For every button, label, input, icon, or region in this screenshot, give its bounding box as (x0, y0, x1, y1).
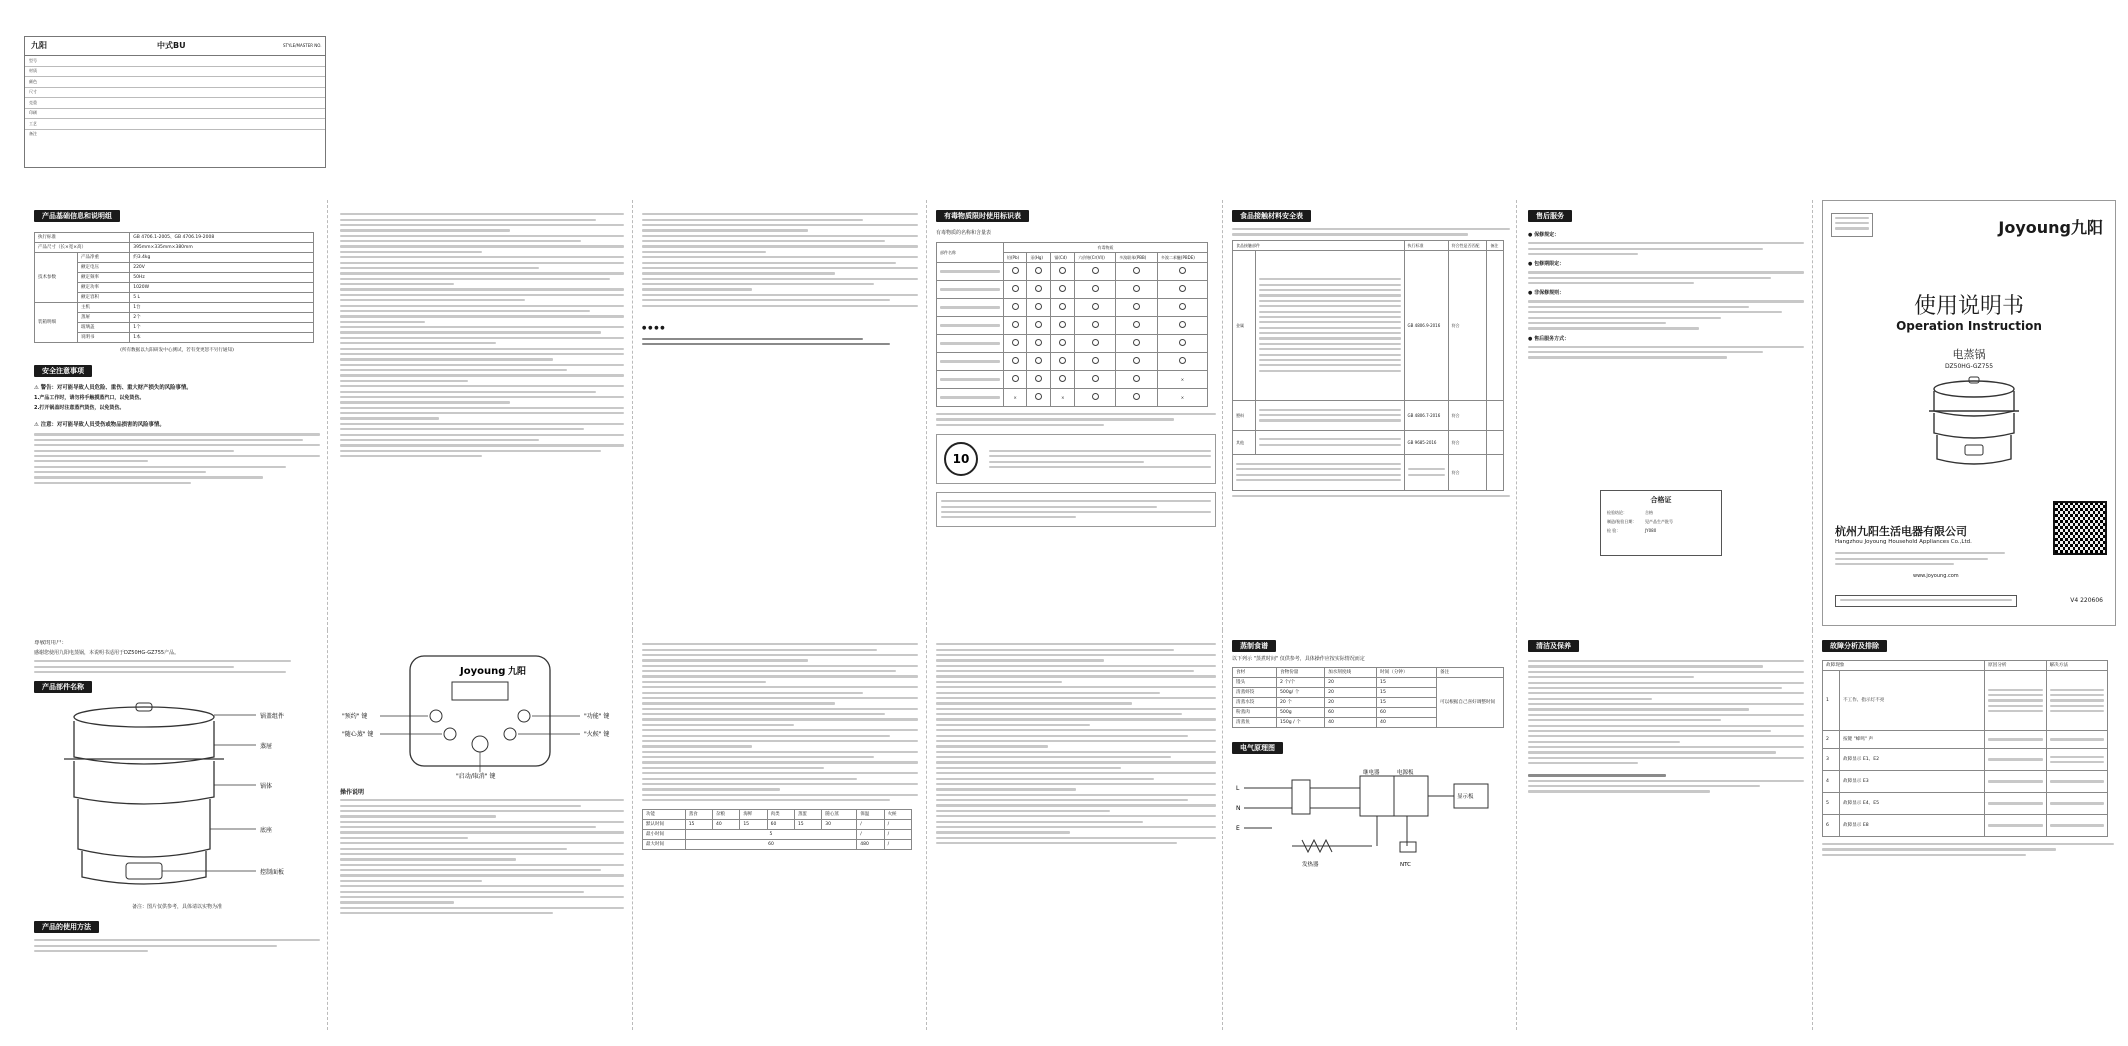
table-cell: / (884, 840, 911, 850)
fold-line (1812, 630, 1813, 1030)
panel-cleaning (1528, 640, 1804, 1040)
caution-text: 注意：对可能导致人员受伤或物品损害的风险事情。 (40, 422, 165, 429)
table-head: 随心蒸 (822, 810, 857, 820)
cover-page (1822, 200, 2116, 626)
table-cell: 15 (794, 820, 821, 830)
certificate-title: 合格证 (1650, 496, 1672, 504)
circuit-label: 发热器 (1302, 862, 1319, 868)
eco-label-box (936, 434, 1216, 484)
table-cell: 60 (685, 840, 857, 850)
table-cell: 默认时间 (643, 820, 686, 830)
fold-line (327, 200, 328, 630)
panel-timing-circuit (936, 640, 1216, 1040)
table-cell: 500g/ 个 (1277, 688, 1325, 698)
panel-food-contact (1232, 210, 1510, 620)
spec-key: 玻璃盖 (78, 323, 130, 333)
material-group: 其他 (1233, 430, 1256, 454)
table-cell: 60 (1325, 708, 1377, 718)
warning-item: 1.产品工作时，请勿将手触摸蒸汽口，以免烫伤。 (34, 395, 145, 402)
table-head: 有毒物质 (1004, 243, 1208, 253)
table-cell: 15 (1377, 688, 1437, 698)
greeting: 尊敬的用户： (34, 640, 68, 646)
recipe-subtitle: 以下列示 "蒸煮时间" 仅供参考，具体操作应按实际情况而定 (1232, 656, 1365, 662)
table-head: 杂粮 (713, 810, 740, 820)
spec-row-label: 尺寸 (29, 89, 37, 95)
table-head: 食品接触部件 (1233, 240, 1405, 250)
table-cell: 清蒸虾饺 (1233, 688, 1277, 698)
subsection-heading: 操作说明 (340, 789, 365, 796)
table-head: 肉类 (767, 810, 794, 820)
table-cell: 最大时间 (643, 840, 686, 850)
circuit-label: 电源板 (1397, 770, 1414, 776)
table-cell: 500g (1277, 708, 1325, 718)
table-head: 时间（分钟） (1377, 668, 1437, 678)
spec-key: 说明书 (78, 333, 130, 343)
circuit-diagram (1232, 760, 1504, 880)
fold-line (1516, 200, 1517, 630)
spec-key: 产品净重 (78, 253, 130, 263)
spec-key: 蒸屉 (78, 313, 130, 323)
section-title: 安全注意事项 (34, 365, 92, 377)
table-head: 执行标准 (1404, 240, 1448, 250)
panel-safety-continued (340, 210, 624, 620)
cover-tag (1831, 213, 1873, 237)
spec-key: 额定容积 (78, 293, 130, 303)
cover-footer-note (1835, 595, 2017, 607)
table-cell: 5 (685, 830, 857, 840)
key-label: "启动/取消" 键 (456, 773, 496, 780)
spec-value: 50Hz (130, 273, 314, 283)
spec-key: 主机 (78, 303, 130, 313)
notice-box (936, 492, 1216, 527)
company-web: www.joyoung.com (1913, 573, 1959, 579)
section-title: 产品的使用方法 (34, 921, 99, 933)
certificate-value: JY080 (1645, 528, 1657, 533)
table-cell: 20 (1325, 678, 1377, 688)
fold-line (1516, 630, 1517, 1030)
certificate-value: 见产品生产批号 (1645, 519, 1673, 524)
material-group: 金属 (1233, 250, 1256, 400)
table-head: 食物份量 (1277, 668, 1325, 678)
table-cell: 15 (1377, 698, 1437, 708)
spec-row-label: 克重 (29, 99, 37, 105)
key-label: "火候" 键 (584, 731, 610, 738)
spec-value: 约3.4kg (130, 253, 314, 263)
caution-body (34, 433, 320, 484)
table-cell: 15 (1377, 678, 1437, 688)
table-head: 故障现象 (1823, 661, 1985, 671)
spec-row-label: 材质 (29, 68, 37, 74)
company-name-en: Hangzhou Joyoung Household Appliances Co.,Ltd. (1835, 539, 1972, 545)
table-cell: 清蒸水饺 (1233, 698, 1277, 708)
table-head: 火候 (884, 810, 911, 820)
table-cell: 可以根据自己喜好调整时间 (1437, 678, 1504, 728)
parts-diagram (34, 699, 314, 899)
spec-row-label: 备注 (29, 131, 37, 137)
table-head: 食材 (1233, 668, 1277, 678)
spec-key: 额定功率 (78, 283, 130, 293)
table-head: 备注 (1487, 240, 1504, 250)
table-cell: 5 (1823, 793, 1840, 815)
table-cell: 故障显示 E4、E5 (1840, 793, 1985, 815)
brand-logo (1998, 215, 2103, 238)
section-title: 食品接触材料安全表 (1232, 210, 1311, 222)
circuit-label: NTC (1400, 862, 1411, 868)
table-head: 蒸蛋 (794, 810, 821, 820)
material-group: 塑料 (1233, 400, 1256, 430)
steamer-illustration (1919, 373, 2029, 473)
key-label: "预约" 键 (342, 713, 368, 720)
recycle-10-icon (941, 439, 981, 479)
spec-row-label: 型号 (29, 57, 37, 63)
brand-logo-cn: 九阳 (2070, 218, 2103, 237)
toxic-table: 部件名称 有毒物质 铅(Pb) 汞(Hg) 镉(Cd) 六价铬(Cr(VI)) 多溴联苯(PBB) 多溴二苯醚(PBDE) × × × × (936, 242, 1208, 407)
fold-line (327, 630, 328, 1030)
panel-functions (642, 640, 918, 1040)
fold-line (632, 630, 633, 1030)
table-cell: 150g / 个 (1277, 718, 1325, 728)
spec-table (34, 232, 314, 343)
troubleshooting-table (1822, 660, 2108, 837)
standard-value: GB 9685-2016 (1404, 430, 1448, 454)
table-cell: 15 (740, 820, 767, 830)
subsection-heading: ● 包修期限定： (1528, 261, 1565, 268)
table-cell: 清蒸鱼 (1233, 718, 1277, 728)
conformity-value: 符合 (1448, 430, 1487, 454)
standard-value: GB 4806.9-2016 (1404, 250, 1448, 400)
table-head: 铅(Pb) (1004, 253, 1027, 263)
circuit-label: N (1236, 805, 1241, 812)
warning-heading (34, 385, 320, 392)
panel-safety-end (642, 210, 918, 620)
circuit-label: 继电器 (1363, 770, 1380, 776)
part-label: 锅体 (260, 783, 273, 791)
cover-title-en: Operation Instruction (1896, 319, 2042, 333)
panel-brand: Joyoung (460, 666, 506, 677)
standard-value: GB 4806.7-2016 (1404, 400, 1448, 430)
caution-icon: ⚠ (34, 422, 41, 429)
table-head: 部件名称 (937, 243, 1004, 263)
cover-title-cn: 使用说明书 (1913, 294, 2024, 319)
panel-troubleshooting (1822, 640, 2114, 1040)
recipe-table (1232, 667, 1504, 728)
table-cell: 按键 "蜂鸣" 声 (1840, 731, 1985, 749)
fold-line (926, 630, 927, 1030)
cover-product: 电蒸锅 (1952, 348, 1986, 361)
table-head: 符合性是否匹配 (1448, 240, 1487, 250)
conformity-value: 符合 (1448, 454, 1487, 490)
table-cell: 40 (713, 820, 740, 830)
section-title: 电气原理图 (1232, 742, 1283, 754)
table-cell: 60 (767, 820, 794, 830)
svg-text:10: 10 (952, 451, 970, 466)
spec-key: 产品尺寸（长×宽×高） (35, 243, 130, 253)
table-cell: 馒头 (1233, 678, 1277, 688)
spec-value: 220V (130, 263, 314, 273)
spec-code-label: STYLE/MASTER NO. (283, 43, 322, 48)
spec-value: 1020W (130, 283, 314, 293)
table-cell: 粉蒸肉 (1233, 708, 1277, 718)
spec-group: 技术参数 (35, 253, 78, 303)
part-label: 控制面板 (260, 869, 285, 877)
table-cell: / (857, 830, 884, 840)
certificate-box (1600, 490, 1722, 556)
spec-key: 额定频率 (78, 273, 130, 283)
version-code: V4 220606 (2070, 597, 2103, 604)
cover-model: DZ50HG-GZ755 (1944, 363, 1994, 370)
fold-line (926, 200, 927, 630)
table-cell: 40 (1377, 718, 1437, 728)
spec-key: 额定电压 (78, 263, 130, 273)
fold-line (1222, 630, 1223, 1030)
section-title: 蒸制食谱 (1232, 640, 1276, 652)
qr-code[interactable] (2053, 501, 2107, 555)
certificate-label: 制造/检验日期： (1607, 519, 1637, 524)
spec-note: (所有数据以九阳研发中心测试，若有变更恕不另行通知) (120, 348, 234, 353)
table-cell: 30 (822, 820, 857, 830)
table-cell: 15 (685, 820, 712, 830)
table-cell: 20 (1325, 688, 1377, 698)
table-cell: 20 个 (1277, 698, 1325, 708)
spec-block (24, 36, 326, 168)
company-name-cn: 杭州九阳生活电器有限公司 (1835, 525, 1967, 538)
table-cell: 1 (1823, 671, 1840, 731)
panel-recipes (1232, 640, 1510, 1040)
part-label: 底座 (260, 827, 273, 835)
table-cell: 不工作、指示灯不亮 (1840, 671, 1985, 731)
subsection-heading: ● 售后服务方式： (1528, 335, 1570, 342)
fold-line (1222, 200, 1223, 630)
spec-row-label: 颜色 (29, 78, 37, 84)
table-cell: / (884, 820, 911, 830)
section-title: 清洁及保养 (1528, 640, 1579, 652)
key-label: "随心蒸" 键 (342, 731, 374, 738)
spec-value: 2个 (130, 313, 314, 323)
spec-key: 执行标准 (35, 233, 130, 243)
table-cell: 4 (1823, 771, 1840, 793)
table-cell: 故障显示 E8 (1840, 815, 1985, 837)
subsection-text: 保修规定： (1534, 232, 1560, 238)
warning-item: 2.打开锅盖时注意蒸汽烫伤，以免烫伤。 (34, 405, 125, 412)
subsection-text: 包修期限定： (1534, 261, 1565, 268)
table-head: 解决方法 (2046, 661, 2107, 671)
spec-value: 1台 (130, 303, 314, 313)
conformity-value: 符合 (1448, 400, 1487, 430)
certificate-label: 检 验： (1607, 528, 1621, 533)
table-subtitle: 有毒物质的名称和含量表 (936, 230, 992, 236)
body-text (642, 213, 918, 307)
section-title: 故障分析及排除 (1822, 640, 1887, 652)
fold-line (632, 200, 633, 630)
circuit-label: L (1236, 785, 1240, 792)
certificate-value: 合格 (1645, 510, 1653, 515)
brand-logo-en: Joyoung (1998, 218, 2071, 237)
table-cell: / (884, 830, 911, 840)
warning-icon: ⚠ (34, 385, 41, 392)
table-cell: 2 (1823, 731, 1840, 749)
table-footnote (936, 413, 1216, 426)
certificate-label: 检验结论： (1607, 510, 1627, 515)
table-cell: 故障显示 E3 (1840, 771, 1985, 793)
subsection-text: 非保修规则： (1534, 290, 1565, 297)
panel-toxic-table (936, 210, 1216, 620)
control-panel-diagram (340, 650, 620, 780)
table-cell: 20 (1325, 698, 1377, 708)
spec-value: 395mm×335mm×380mm (130, 243, 314, 253)
spec-bu: 中式BU (157, 41, 186, 50)
table-cell: / (857, 820, 884, 830)
part-label: 锅盖组件 (260, 713, 285, 721)
table-head: 功能 (643, 810, 686, 820)
section-title: 产品部件名称 (34, 681, 92, 693)
table-cell: 480 (857, 840, 884, 850)
circuit-label: 显示板 (1457, 794, 1474, 800)
part-label: 蒸屉 (260, 743, 273, 751)
subsection-heading: ● 非保修规则： (1528, 290, 1565, 297)
panel-product-parts (34, 640, 320, 1040)
spec-row-label: 印刷 (29, 110, 37, 116)
table-head: 加水刻度线 (1325, 668, 1377, 678)
table-cell: 6 (1823, 815, 1840, 837)
table-head: 备注 (1437, 668, 1504, 678)
body-text (340, 213, 624, 457)
spec-group: 装箱明细 (35, 303, 78, 343)
function-time-table (642, 809, 912, 850)
conformity-value: 符合 (1448, 250, 1487, 400)
table-cell: 60 (1377, 708, 1437, 718)
table-head: 保温 (857, 810, 884, 820)
fold-line (1812, 200, 1813, 630)
spec-row-label: 工艺 (29, 120, 37, 126)
table-cell: 最小时间 (643, 830, 686, 840)
subsection-text: 售后服务方式： (1534, 335, 1570, 342)
circuit-label: E (1236, 825, 1240, 832)
table-head: 六价铬(Cr(VI)) (1075, 253, 1116, 263)
table-head: 蒸食 (685, 810, 712, 820)
spec-brand: 九阳 (31, 41, 47, 50)
panel-brand-cn: 九阳 (508, 667, 527, 677)
panel-control (340, 640, 624, 1040)
table-head: 多溴联苯(PBB) (1116, 253, 1158, 263)
company-address (1835, 549, 2005, 568)
table-head: 镉(Cd) (1051, 253, 1075, 263)
section-title: 售后服务 (1528, 210, 1572, 222)
table-head: 海鲜 (740, 810, 767, 820)
table-cell: 故障显示 E1、E2 (1840, 749, 1985, 771)
warning-text: 警告：对可能导致人员危险、重伤、重大财产损失的风险事情。 (40, 385, 192, 392)
table-head: 多溴二苯醚(PBDE) (1157, 253, 1207, 263)
panel-basic-info (34, 210, 320, 620)
spec-value: 1本 (130, 333, 314, 343)
spec-value: GB 4706.1-2005、GB 4706.19-2008 (130, 233, 314, 243)
food-contact-table (1232, 240, 1504, 491)
panel-after-sales (1528, 210, 1804, 480)
section-title: 产品基础信息和说明组 (34, 210, 120, 222)
spec-value: 5 L (130, 293, 314, 303)
table-cell: 2 个/个 (1277, 678, 1325, 688)
model-intro: 感谢您使用九阳电蒸锅，本说明书适用于DZ50HG-GZ755产品。 (34, 650, 180, 656)
key-label: "功能" 键 (584, 713, 610, 720)
table-cell: 3 (1823, 749, 1840, 771)
figure-note: 备注：图片仅供参考，具体请以实物为准 (131, 904, 222, 911)
spec-value: 1个 (130, 323, 314, 333)
table-head: 原因分析 (1985, 661, 2046, 671)
section-title: 有毒物质限时使用标识表 (936, 210, 1029, 222)
subsection-heading: ● 保修规定： (1528, 232, 1560, 238)
caution-heading (34, 422, 320, 429)
table-cell: 40 (1325, 718, 1377, 728)
table-head: 汞(Hg) (1027, 253, 1051, 263)
tips-heading: ● ● ● ● (642, 324, 665, 331)
